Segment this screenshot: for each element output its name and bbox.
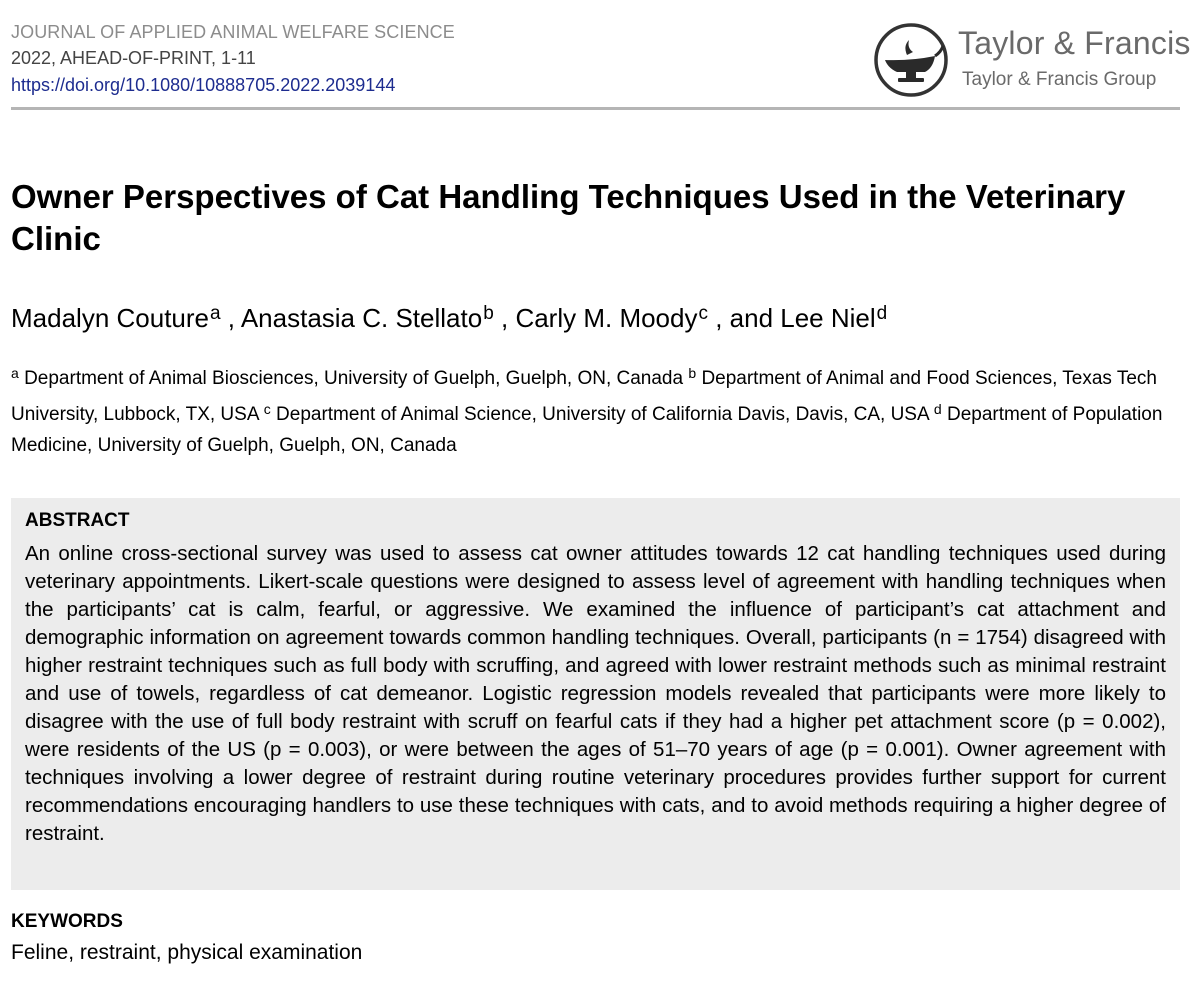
author-list xyxy=(11,294,887,338)
author-name: Carly M. Moody xyxy=(515,303,698,333)
author-name: Lee Niel xyxy=(780,303,876,333)
doi-link[interactable]: https://doi.org/10.1080/10888705.2022.2039144 xyxy=(11,75,396,95)
keywords-text: Feline, restraint, physical examination xyxy=(11,941,363,964)
author-affiliation-marker[interactable]: a xyxy=(210,303,221,324)
abstract-text: An online cross-sectional survey was used to assess cat owner attitudes towards 12 cat handling techniques used during veterinary appointments. Likert-scale questions were designed to assess level of agreement with handling techniques when the participants’ cat is calm, fearful, or aggressive. We examined the influence of participant’s cat attachment and demographic information on agreement towards common handling techniques. Overall, participants (n = 1754) disagreed with higher restraint techniques such as full body with scruffing, and agreed with lower restraint methods such as minimal restraint and use of towels, regardless of cat demeanor. Logistic regression models revealed that participants were more likely to disagree with the use of full body restraint with scruff on fearful cats if they had a higher pet attachment score (p = 0.002), were residents of the US (p = 0.003), or were between the ages of 51–70 years of age (p = 0.001). Owner agreement with techniques involving a lower degree of restraint during routine veterinary procedures provides further support for current recommendations encouraging handlers to use these techniques with cats, and to avoid methods requiring a higher degree of restraint. xyxy=(25,542,1166,845)
publisher-logo xyxy=(873,22,1191,98)
affiliation-marker: c xyxy=(263,401,271,417)
affiliation-marker: a xyxy=(11,365,19,381)
header-divider xyxy=(11,107,1180,110)
article-page xyxy=(11,0,1191,982)
affiliation-text: Department of Animal Biosciences, University of Guelph, Guelph, ON, Canada xyxy=(24,368,684,389)
author-separator: , and xyxy=(707,303,781,333)
author-affiliation-marker[interactable]: b xyxy=(483,303,494,324)
author-name: Anastasia C. Stellato xyxy=(240,303,483,333)
author-separator: , xyxy=(220,303,241,333)
affiliation-text: Department of Population Medicine, University of Guelph, Guelph, ON, Canada xyxy=(11,404,1163,456)
publisher-group: Taylor & Francis Group xyxy=(962,69,1157,90)
author-affiliation-marker[interactable]: d xyxy=(876,303,888,324)
affiliation-text: Department of Animal Science, University of California Davis, Davis, CA, USA xyxy=(276,404,929,425)
journal-name: JOURNAL OF APPLIED ANIMAL WELFARE SCIENCE xyxy=(11,22,455,42)
author-separator: , xyxy=(493,303,516,333)
author-affiliation-marker[interactable]: c xyxy=(698,303,708,324)
affiliation-text: Department of Animal and Food Sciences, Texas Tech University, Lubbock, TX, USA xyxy=(11,368,1157,425)
keywords-heading: KEYWORDS xyxy=(11,911,123,932)
abstract-section xyxy=(11,498,1180,890)
affiliations xyxy=(11,358,1180,461)
abstract-heading: ABSTRACT xyxy=(25,510,130,531)
affiliation-marker: d xyxy=(933,401,942,417)
issue-info: 2022, AHEAD-OF-PRINT, 1-11 xyxy=(11,48,256,68)
affiliation-marker: b xyxy=(688,365,697,381)
publisher-name: Taylor & Francis xyxy=(958,25,1191,61)
article-title: Owner Perspectives of Cat Handling Techniques Used in the Veterinary Clinic xyxy=(11,178,1126,257)
lamp-icon xyxy=(873,22,949,98)
author-name: Madalyn Couture xyxy=(11,303,209,333)
article-header xyxy=(11,20,1191,112)
